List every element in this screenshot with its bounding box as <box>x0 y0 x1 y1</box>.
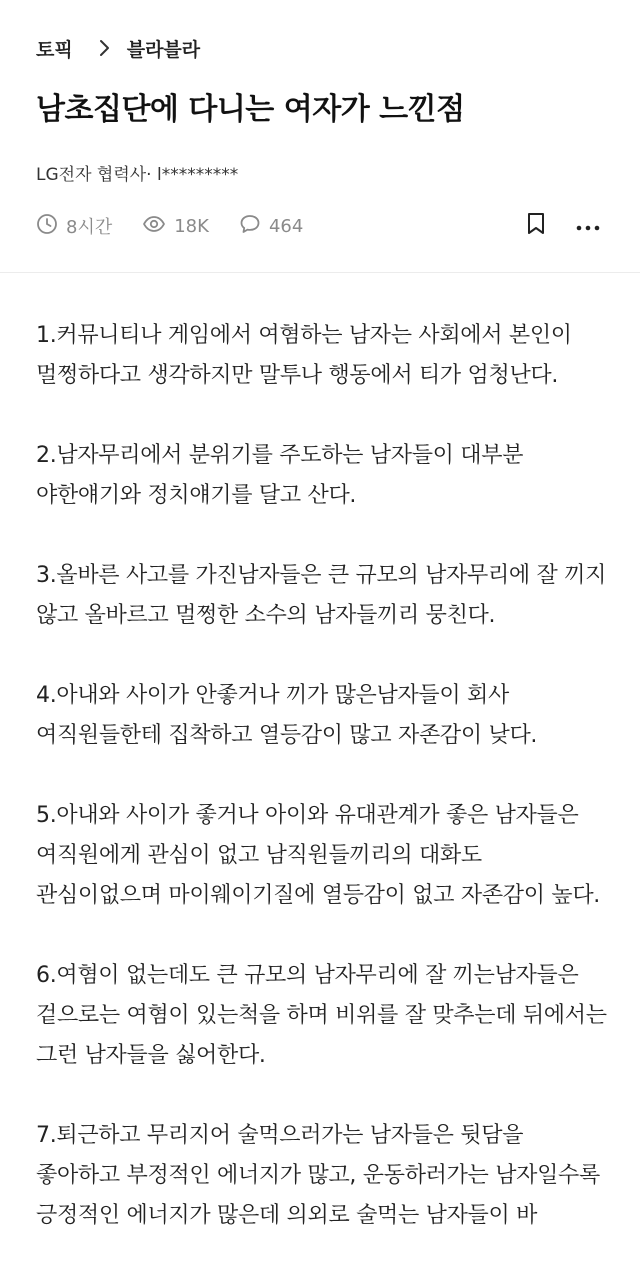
post-body <box>36 316 608 1276</box>
body-paragraph: 4.아내와 사이가 안좋거나 끼가 많은남자들이 회사 여직원들한테 집착하고 열등감이 많고 자존감이 낮다. <box>36 683 538 748</box>
time-meta <box>36 213 112 240</box>
body-paragraph: 6.여혐이 없는데도 큰 규모의 남자무리에 잘 끼는남자들은 겉으로는 여혐이 있는척을 하며 비위를 잘 맞추는데 뒤에서는 그런 남자들을 싫어한다. <box>36 963 607 1068</box>
body-paragraph: 5.아내와 사이가 좋거나 아이와 유대관계가 좋은 남자들은 여직원에게 관심이 없고 남직원들끼리의 대화도 관심이없으며 마이웨이기질에 열등감이 없고 자존감이 높다. <box>36 803 600 908</box>
bookmark-button[interactable] <box>520 210 552 242</box>
more-button[interactable] <box>572 210 604 242</box>
views-count: 18K <box>174 215 209 237</box>
bookmark-icon <box>526 212 546 240</box>
eye-icon <box>142 213 174 240</box>
post-author[interactable]: LG전자 협력사· l********* <box>36 165 239 185</box>
breadcrumb-topic[interactable]: 토픽 <box>36 38 73 61</box>
body-paragraph: 2.남자무리에서 분위기를 주도하는 남자들이 대부분 야한얘기와 정치얘기를 달고 산다. <box>36 443 524 508</box>
comment-icon <box>239 213 269 240</box>
views-meta <box>142 213 209 240</box>
post-actions <box>500 210 604 242</box>
header-divider <box>0 272 640 273</box>
time-text: 8시간 <box>66 217 113 238</box>
comments-meta[interactable] <box>239 213 303 240</box>
body-paragraph: 7.퇴근하고 무리지어 술먹으러가는 남자들은 뒷담을 좋아하고 부정적인 에너지가 많고, 운동하러가는 남자일수록 긍정적인 에너지가 많은데 의외로 술먹는 남자들이 바 <box>36 1123 600 1228</box>
breadcrumb <box>36 32 200 64</box>
clock-icon <box>36 213 66 240</box>
more-icon <box>576 217 600 236</box>
chevron-right-icon <box>95 39 113 57</box>
comments-count: 464 <box>268 215 304 237</box>
body-paragraph: 3.올바른 사고를 가진남자들은 큰 규모의 남자무리에 잘 끼지 않고 올바르고 멀쩡한 소수의 남자들끼리 뭉친다. <box>36 563 607 628</box>
body-paragraph: 1.커뮤니티나 게임에서 여혐하는 남자는 사회에서 본인이 멀쩡하다고 생각하지만 말투나 행동에서 티가 엄청난다. <box>36 323 572 388</box>
post-meta <box>36 210 333 242</box>
breadcrumb-board[interactable]: 블라블라 <box>126 38 201 61</box>
post-title: 남초집단에 다니는 여자가 느낀점 <box>36 92 465 127</box>
